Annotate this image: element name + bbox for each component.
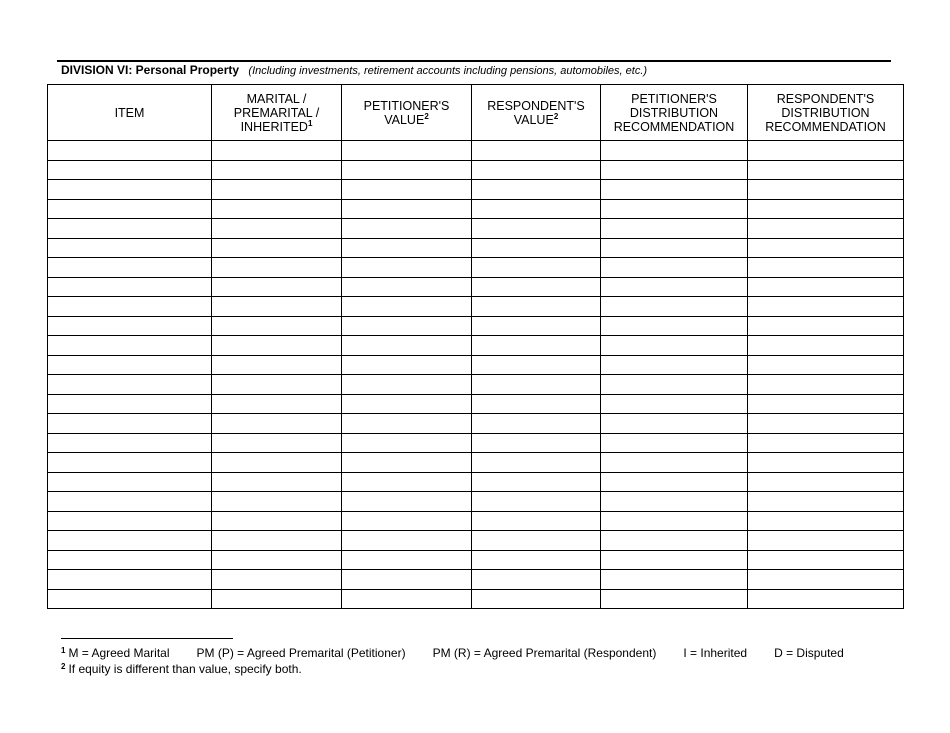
cell-marital-premarital-inherited[interactable] [212,453,342,473]
table-row [48,492,904,512]
cell-respondents-value[interactable] [472,297,601,317]
cell-petitioners-distribution[interactable] [601,550,748,570]
cell-respondents-value[interactable] [472,316,601,336]
cell-respondents-distribution[interactable] [748,453,904,473]
cell-petitioners-value[interactable] [342,141,472,161]
cell-respondents-value[interactable] [472,453,601,473]
cell-respondents-value[interactable] [472,277,601,297]
column-header-line: DISTRIBUTION [781,105,870,120]
cell-petitioners-distribution[interactable] [601,238,748,258]
cell-respondents-distribution[interactable] [748,180,904,200]
top-rule [57,60,891,62]
column-header-line: PETITIONER'S [363,98,450,113]
cell-marital-premarital-inherited[interactable] [212,589,342,609]
cell-petitioners-value[interactable] [342,297,472,317]
cell-petitioners-value[interactable] [342,511,472,531]
legend-inherited: I = Inherited [683,646,748,660]
table-row [48,316,904,336]
cell-petitioners-distribution[interactable] [601,180,748,200]
cell-respondents-value[interactable] [472,141,601,161]
table-row [48,531,904,551]
cell-marital-premarital-inherited[interactable] [212,550,342,570]
table-row [48,199,904,219]
column-header-line: INHERITED [240,119,308,134]
column-header-line: RESPONDENT'S [487,98,585,113]
cell-petitioners-value[interactable] [342,433,472,453]
cell-petitioners-value[interactable] [342,414,472,434]
cell-respondents-distribution[interactable] [748,394,904,414]
cell-item[interactable] [48,355,212,375]
cell-marital-premarital-inherited[interactable] [212,199,342,219]
cell-respondents-value[interactable] [472,511,601,531]
column-header-item [48,85,212,141]
cell-item[interactable] [48,258,212,278]
cell-item[interactable] [48,219,212,239]
table-row [48,160,904,180]
cell-respondents-distribution[interactable] [748,258,904,278]
cell-petitioners-value[interactable] [342,531,472,551]
cell-respondents-value[interactable] [472,433,601,453]
cell-respondents-distribution[interactable] [748,433,904,453]
cell-petitioners-distribution[interactable] [601,160,748,180]
legend-marital: M = Agreed Marital [68,646,170,660]
cell-respondents-distribution[interactable] [748,531,904,551]
table-row [48,180,904,200]
section-title: DIVISION VI: Personal Property [61,63,240,77]
table-header-row [48,85,904,141]
column-header-line: PETITIONER'S [631,91,717,106]
table-row [48,453,904,473]
cell-marital-premarital-inherited[interactable] [212,531,342,551]
cell-respondents-distribution[interactable] [748,160,904,180]
column-header-marital-premarital-inherited [212,85,342,141]
legend-premarital-petitioner: PM (P) = Agreed Premarital (Petitioner) [196,646,406,660]
cell-marital-premarital-inherited[interactable] [212,258,342,278]
cell-marital-premarital-inherited[interactable] [212,277,342,297]
cell-respondents-distribution[interactable] [748,375,904,395]
table-body [48,141,904,609]
table-row [48,589,904,609]
column-header-line: RECOMMENDATION [765,119,886,134]
column-header-line: ITEM [114,105,145,120]
footnote-ref: 2 [424,111,429,121]
cell-marital-premarital-inherited[interactable] [212,414,342,434]
cell-petitioners-distribution[interactable] [601,453,748,473]
table-row [48,414,904,434]
cell-petitioners-distribution[interactable] [601,141,748,161]
cell-petitioners-distribution[interactable] [601,336,748,356]
cell-item[interactable] [48,531,212,551]
table-row [48,550,904,570]
cell-item[interactable] [48,414,212,434]
cell-petitioners-distribution[interactable] [601,277,748,297]
column-header-petitioners-value [342,85,472,141]
cell-petitioners-distribution[interactable] [601,433,748,453]
column-header-line: DISTRIBUTION [629,105,719,120]
cell-respondents-value[interactable] [472,472,601,492]
cell-petitioners-value[interactable] [342,453,472,473]
cell-item[interactable] [48,238,212,258]
legend-disputed: D = Disputed [774,646,844,660]
column-header-line: RESPONDENT'S [776,91,875,106]
column-header-line: VALUE [384,112,425,127]
cell-item[interactable] [48,336,212,356]
cell-petitioners-value[interactable] [342,570,472,590]
cell-petitioners-distribution[interactable] [601,199,748,219]
cell-respondents-value[interactable] [472,355,601,375]
cell-marital-premarital-inherited[interactable] [212,219,342,239]
cell-marital-premarital-inherited[interactable] [212,394,342,414]
column-header-line: VALUE [513,112,554,127]
column-header-line: RECOMMENDATION [613,119,735,134]
cell-petitioners-value[interactable] [342,316,472,336]
cell-item[interactable] [48,180,212,200]
legend-premarital-respondent: PM (R) = Agreed Premarital (Respondent) [432,646,657,660]
cell-marital-premarital-inherited[interactable] [212,492,342,512]
cell-respondents-distribution[interactable] [748,297,904,317]
table-row [48,219,904,239]
footnote-rule [61,638,233,639]
cell-marital-premarital-inherited[interactable] [212,375,342,395]
cell-marital-premarital-inherited[interactable] [212,316,342,336]
cell-petitioners-value[interactable] [342,160,472,180]
cell-respondents-distribution[interactable] [748,511,904,531]
cell-petitioners-distribution[interactable] [601,219,748,239]
table-row [48,258,904,278]
cell-petitioners-value[interactable] [342,492,472,512]
cell-item[interactable] [48,550,212,570]
cell-respondents-distribution[interactable] [748,141,904,161]
cell-respondents-distribution[interactable] [748,199,904,219]
footnote-2 [61,660,844,676]
column-header-respondents-distribution [748,85,904,141]
cell-petitioners-distribution[interactable] [601,589,748,609]
cell-respondents-distribution[interactable] [748,570,904,590]
column-header-line: MARITAL / [246,91,307,106]
cell-petitioners-distribution[interactable] [601,472,748,492]
cell-item[interactable] [48,511,212,531]
table-row [48,238,904,258]
cell-respondents-value[interactable] [472,570,601,590]
cell-petitioners-value[interactable] [342,589,472,609]
cell-petitioners-value[interactable] [342,336,472,356]
cell-item[interactable] [48,297,212,317]
cell-petitioners-distribution[interactable] [601,414,748,434]
cell-item[interactable] [48,277,212,297]
cell-respondents-distribution[interactable] [748,336,904,356]
cell-petitioners-distribution[interactable] [601,258,748,278]
column-header-line: PREMARITAL / [233,105,320,120]
table-row [48,297,904,317]
cell-petitioners-distribution[interactable] [601,570,748,590]
cell-respondents-value[interactable] [472,414,601,434]
cell-marital-premarital-inherited[interactable] [212,511,342,531]
cell-respondents-distribution[interactable] [748,355,904,375]
footnote-ref: 1 [307,118,313,128]
cell-respondents-distribution[interactable] [748,550,904,570]
cell-respondents-value[interactable] [472,375,601,395]
cell-respondents-value[interactable] [472,160,601,180]
cell-petitioners-distribution[interactable] [601,355,748,375]
cell-petitioners-distribution[interactable] [601,316,748,336]
cell-respondents-value[interactable] [472,336,601,356]
cell-petitioners-value[interactable] [342,394,472,414]
cell-item[interactable] [48,472,212,492]
cell-respondents-value[interactable] [472,589,601,609]
table-row [48,433,904,453]
cell-petitioners-value[interactable] [342,472,472,492]
cell-respondents-value[interactable] [472,180,601,200]
cell-respondents-distribution[interactable] [748,414,904,434]
cell-petitioners-value[interactable] [342,355,472,375]
cell-petitioners-distribution[interactable] [601,297,748,317]
cell-item[interactable] [48,141,212,161]
cell-item[interactable] [48,453,212,473]
table-row [48,355,904,375]
cell-marital-premarital-inherited[interactable] [212,433,342,453]
cell-respondents-value[interactable] [472,219,601,239]
cell-petitioners-value[interactable] [342,550,472,570]
cell-marital-premarital-inherited[interactable] [212,160,342,180]
cell-item[interactable] [48,433,212,453]
cell-petitioners-distribution[interactable] [601,492,748,512]
cell-marital-premarital-inherited[interactable] [212,297,342,317]
cell-petitioners-value[interactable] [342,258,472,278]
cell-item[interactable] [48,316,212,336]
table-row [48,277,904,297]
column-header-petitioners-distribution [601,85,748,141]
cell-marital-premarital-inherited[interactable] [212,180,342,200]
cell-marital-premarital-inherited[interactable] [212,336,342,356]
footnote-2-text: If equity is different than value, specify both. [68,662,302,676]
cell-respondents-distribution[interactable] [748,492,904,512]
cell-item[interactable] [48,199,212,219]
cell-item[interactable] [48,589,212,609]
cell-respondents-value[interactable] [472,238,601,258]
table-row [48,394,904,414]
cell-respondents-distribution[interactable] [748,472,904,492]
cell-petitioners-value[interactable] [342,238,472,258]
footnote-ref: 2 [553,111,559,121]
cell-respondents-value[interactable] [472,492,601,512]
property-table [47,84,904,609]
section-heading [61,63,647,77]
cell-petitioners-value[interactable] [342,219,472,239]
cell-respondents-value[interactable] [472,394,601,414]
footnotes [61,644,844,676]
cell-respondents-value[interactable] [472,531,601,551]
cell-respondents-distribution[interactable] [748,316,904,336]
cell-marital-premarital-inherited[interactable] [212,238,342,258]
cell-item[interactable] [48,570,212,590]
cell-item[interactable] [48,160,212,180]
section-subtitle: (Including investments, retirement accounts including pensions, automobiles, etc.) [248,65,648,77]
cell-marital-premarital-inherited[interactable] [212,355,342,375]
cell-respondents-distribution[interactable] [748,219,904,239]
table-row [48,141,904,161]
footnote-1 [61,644,844,660]
table-row [48,511,904,531]
table-row [48,336,904,356]
cell-item[interactable] [48,492,212,512]
table-row [48,375,904,395]
cell-petitioners-distribution[interactable] [601,511,748,531]
cell-item[interactable] [48,394,212,414]
cell-respondents-value[interactable] [472,199,601,219]
cell-petitioners-value[interactable] [342,277,472,297]
cell-respondents-distribution[interactable] [748,277,904,297]
cell-petitioners-distribution[interactable] [601,375,748,395]
cell-petitioners-value[interactable] [342,199,472,219]
cell-petitioners-distribution[interactable] [601,531,748,551]
cell-marital-premarital-inherited[interactable] [212,141,342,161]
cell-respondents-distribution[interactable] [748,238,904,258]
cell-item[interactable] [48,375,212,395]
cell-marital-premarital-inherited[interactable] [212,472,342,492]
footnote-2-mark: 2 [61,662,66,671]
cell-petitioners-value[interactable] [342,180,472,200]
cell-respondents-distribution[interactable] [748,589,904,609]
cell-petitioners-distribution[interactable] [601,394,748,414]
table-row [48,472,904,492]
table-row [48,570,904,590]
cell-respondents-value[interactable] [472,258,601,278]
cell-petitioners-value[interactable] [342,375,472,395]
cell-marital-premarital-inherited[interactable] [212,570,342,590]
column-header-respondents-value [472,85,601,141]
footnote-1-mark: 1 [61,646,66,655]
cell-respondents-value[interactable] [472,550,601,570]
